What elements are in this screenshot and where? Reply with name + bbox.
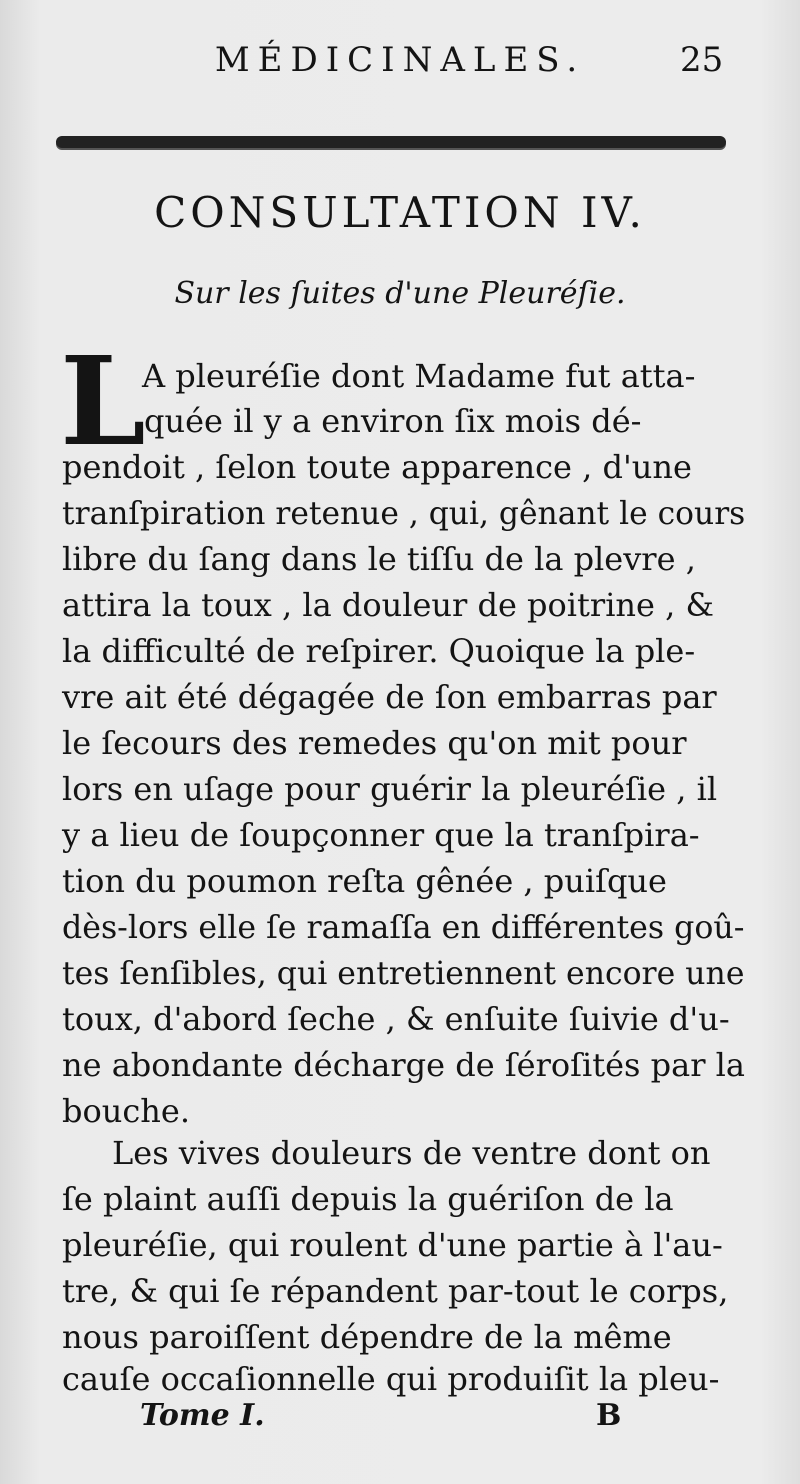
text-line: attira la toux , la douleur de poitrine , & bbox=[62, 586, 714, 624]
text-line: libre du ſang dans le tiſſu de la plevre , bbox=[62, 540, 696, 578]
text-line: quée il y a environ ſix mois dé- bbox=[144, 402, 642, 440]
text-line: bouche. bbox=[62, 1092, 190, 1130]
text-line: ne abondante décharge de ſéroſités par la bbox=[62, 1046, 745, 1084]
text-line: tion du poumon reſta gênée , puiſque bbox=[62, 862, 667, 900]
running-head: MÉDICINALES. bbox=[214, 40, 586, 80]
drop-cap: L bbox=[60, 329, 146, 473]
text-line: tes ſenſibles, qui entretiennent encore une bbox=[62, 954, 745, 992]
text-line: ſe plaint auſſi depuis la guériſon de la bbox=[62, 1180, 674, 1218]
signature-mark: Tome I. bbox=[140, 1398, 265, 1433]
page-number: 25 bbox=[680, 40, 724, 80]
text-line: la difficulté de reſpirer. Quoique la ple- bbox=[62, 632, 696, 670]
text-line: cauſe occaſionnelle qui produiſit la pleu- bbox=[62, 1360, 720, 1398]
text-line: pleuréſie, qui roulent d'une partie à l'au- bbox=[62, 1226, 723, 1264]
text-line: Les vives douleurs de ventre dont on bbox=[112, 1134, 711, 1172]
chapter-heading: CONSULTATION IV. bbox=[154, 188, 646, 237]
text-line: tre, & qui ſe répandent par-tout le corps, bbox=[62, 1272, 729, 1310]
gathering-mark: B bbox=[596, 1398, 622, 1433]
text-line: dès-lors elle ſe ramaſſa en différentes goû- bbox=[62, 908, 745, 946]
text-line: pendoit , ſelon toute apparence , d'une bbox=[62, 448, 692, 486]
text-line: lors en uſage pour guérir la pleuréſie , il bbox=[62, 770, 718, 808]
text-line: vre ait été dégagée de ſon embarras par bbox=[62, 678, 717, 716]
text-line: y a lieu de ſoupçonner que la tranſpira- bbox=[62, 816, 700, 854]
text-line: le ſecours des remedes qu'on mit pour bbox=[62, 724, 687, 762]
text-line: toux, d'abord ſeche , & enſuite ſuivie d'u- bbox=[62, 1000, 730, 1038]
ornamental-rule bbox=[56, 136, 726, 148]
text-line: nous paroiſſent dépendre de la même bbox=[62, 1318, 672, 1356]
text-line: A pleuréſie dont Madame fut atta- bbox=[142, 357, 696, 395]
text-line: tranſpiration retenue , qui, gênant le cours bbox=[62, 494, 746, 532]
chapter-subheading: Sur les ſuites d'une Pleuréſie. bbox=[174, 276, 626, 311]
